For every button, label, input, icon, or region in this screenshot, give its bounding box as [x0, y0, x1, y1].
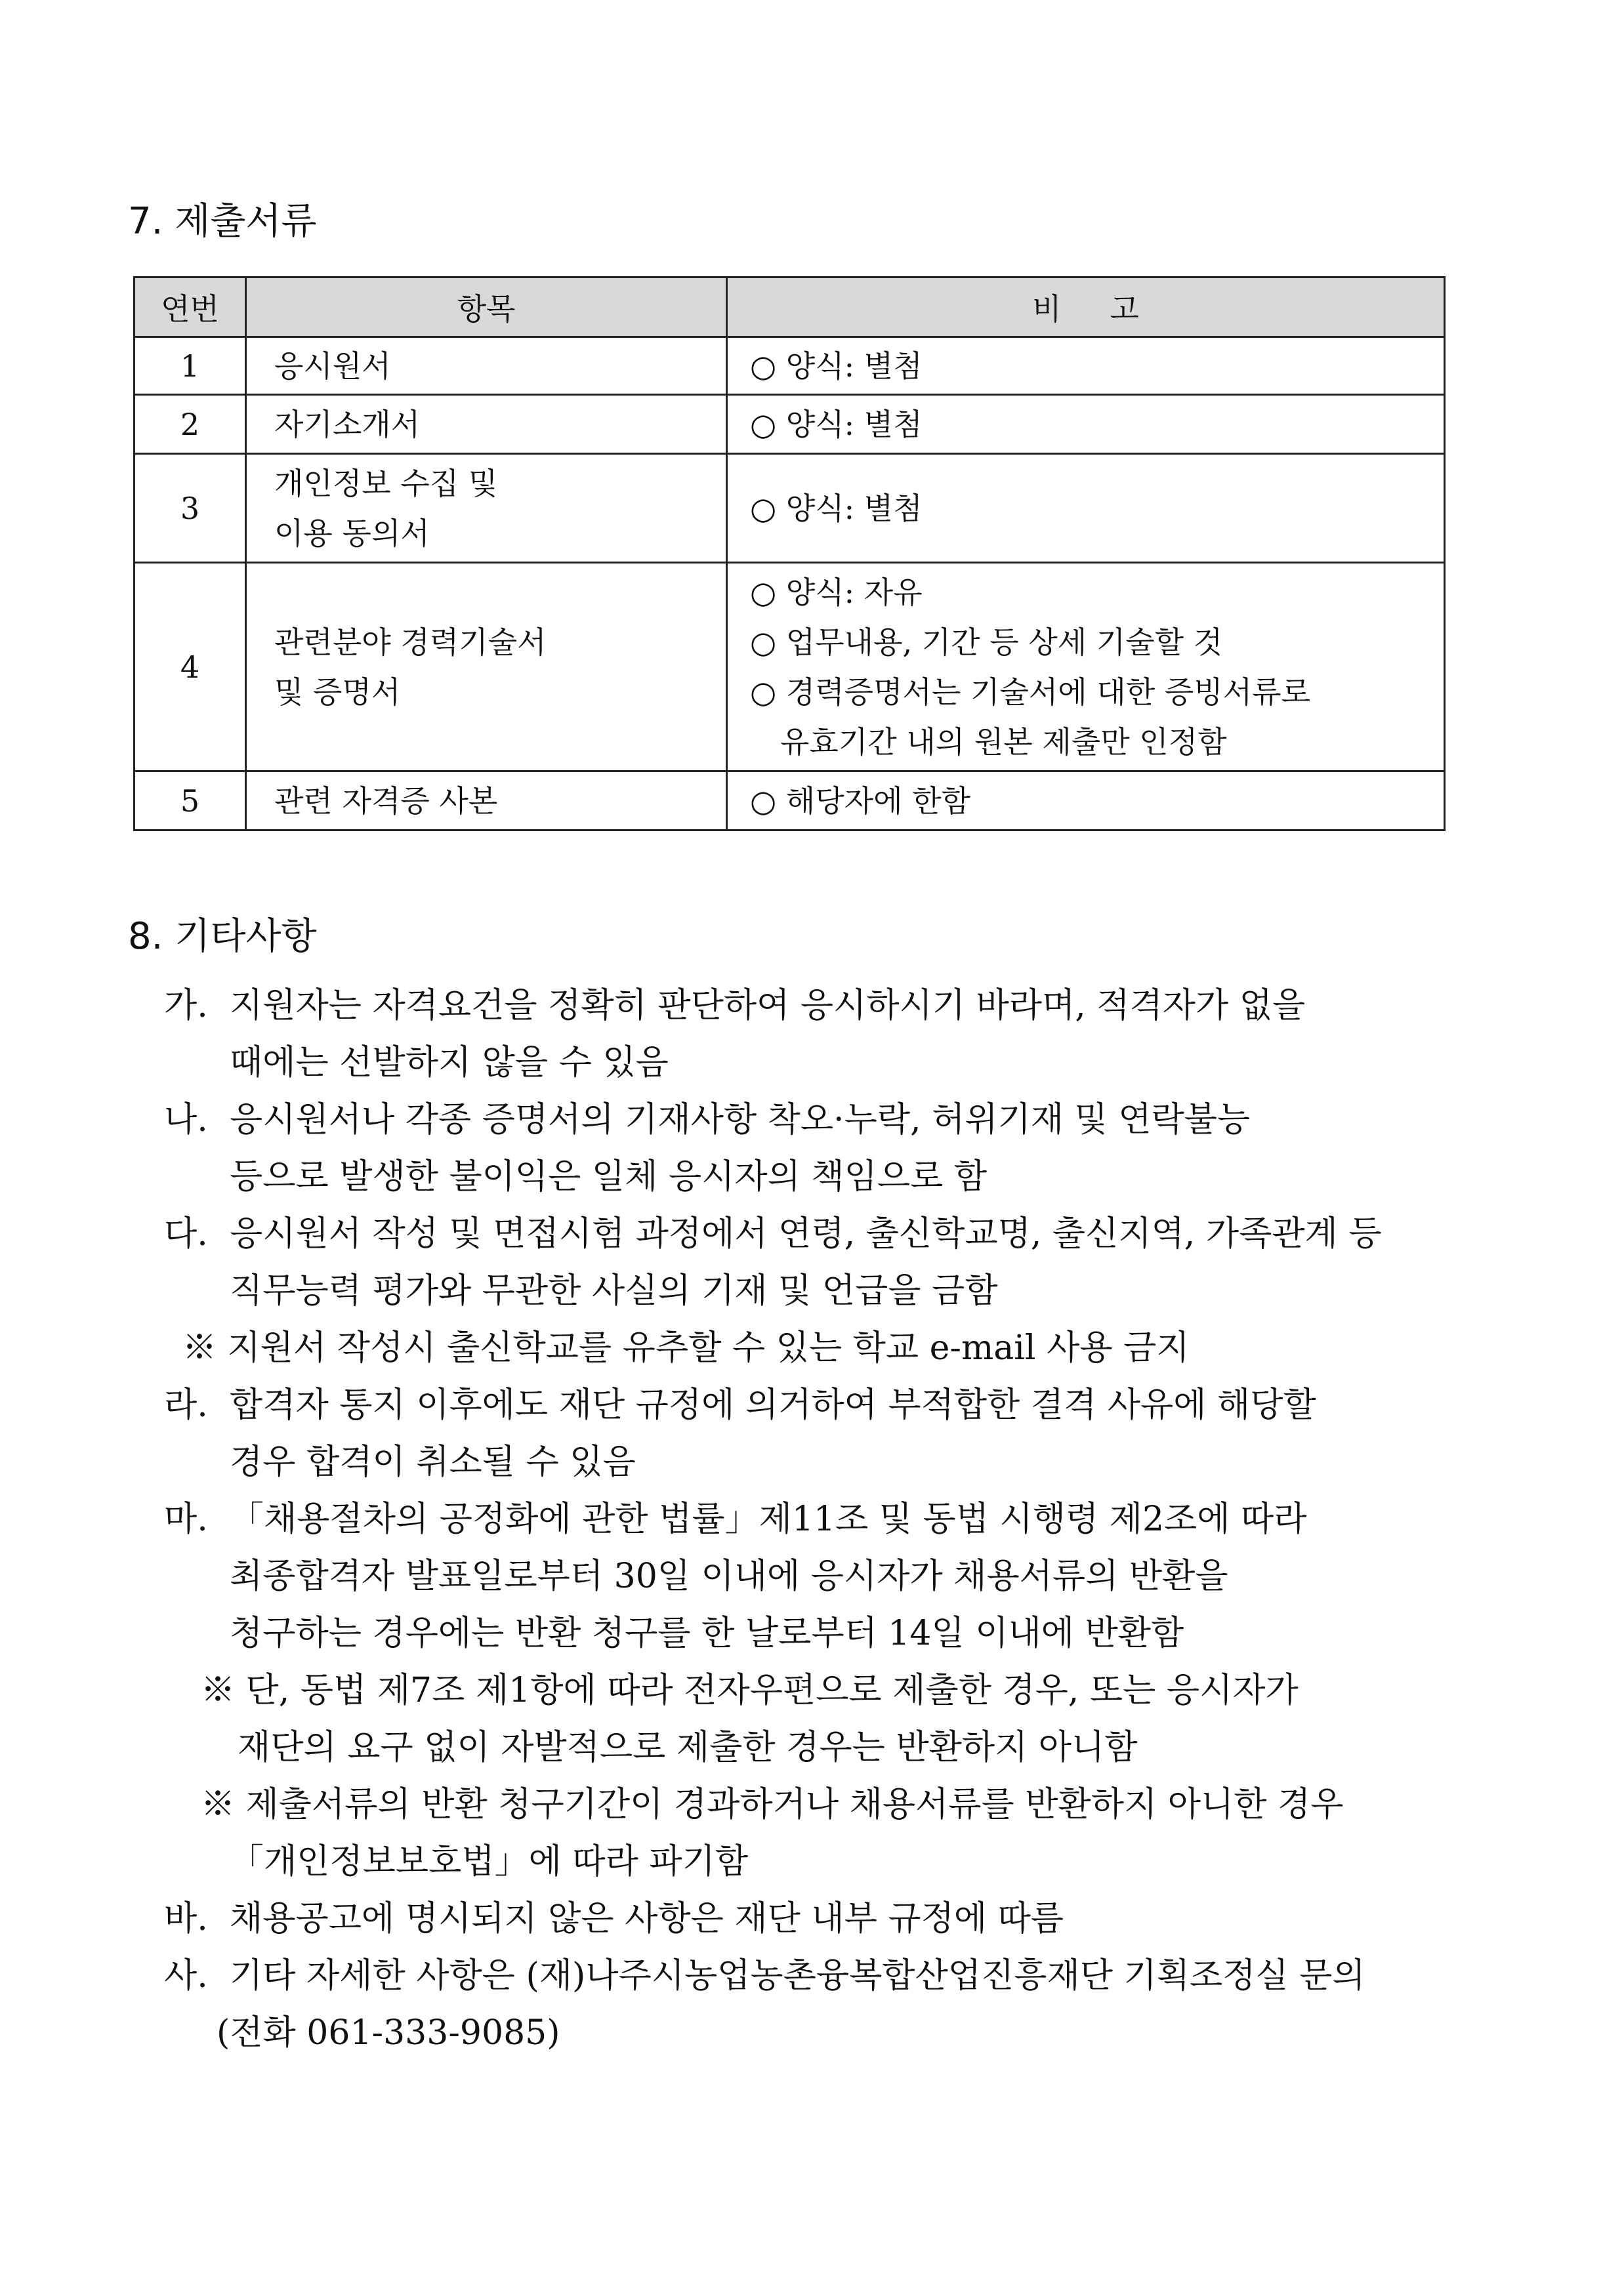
row-no: 4: [135, 563, 246, 771]
list-item-text: 응시원서 작성 및 면접시험 과정에서 연령, 출신학교명, 출신지역, 가족관계 등: [230, 1214, 1382, 1254]
list-item-continuation: 때에는 선발하지 않을 수 있음: [230, 1043, 669, 1082]
list-item-continuation: 등으로 발생한 불이익은 일체 응시자의 책임으로 함: [230, 1157, 988, 1197]
list-item: [164, 1948, 1457, 2005]
list-item-label: 다.: [164, 1214, 208, 1254]
header-note: [727, 277, 1445, 337]
list-note: ※ 지원서 작성시 출신학교를 유추할 수 있는 학교 e-mail 사용 금지: [182, 1328, 1190, 1368]
row-item-line: 관련 자격증 사본: [274, 783, 498, 819]
row-note-line: ○ 양식: 자유: [750, 574, 923, 610]
list-item-text: 채용공고에 명시되지 않은 사항은 재단 내부 규정에 따름: [230, 1899, 1064, 1938]
list-item: [164, 1891, 1457, 1948]
section-7-title: 7. 제출서류: [128, 200, 317, 243]
list-item-label: 라.: [164, 1385, 208, 1425]
table-row: [135, 771, 1445, 830]
list-item-continuation: 청구하는 경우에는 반환 청구를 한 날로부터 14일 이내에 반환함: [230, 1614, 1184, 1653]
list-note: ※ 제출서류의 반환 청구기간이 경과하거나 채용서류를 반환하지 아니한 경우: [201, 1785, 1344, 1824]
other-notes-list: [164, 977, 1457, 2062]
list-item: [164, 1491, 1457, 1548]
table-row: [135, 563, 1445, 771]
row-no: 5: [135, 771, 246, 830]
list-item: [164, 977, 1457, 1035]
list-item-label: 가.: [164, 986, 208, 1025]
row-item-line: 응시원서: [274, 348, 391, 384]
row-note-line: 유효기간 내의 원본 제출만 인정함: [780, 724, 1227, 760]
header-item: 항목: [246, 277, 727, 337]
row-no: 3: [135, 454, 246, 563]
list-item-text: 기타 자세한 사항은 (재)나주시농업농촌융복합산업진흥재단 기획조정실 문의: [230, 1956, 1365, 1996]
row-note: [727, 395, 1445, 454]
list-item-text: 합격자 통지 이후에도 재단 규정에 의거하여 부적합한 결격 사유에 해당할: [230, 1385, 1316, 1425]
list-item-label: 바.: [164, 1899, 208, 1938]
row-note-line: ○ 업무내용, 기간 등 상세 기술할 것: [750, 624, 1223, 660]
table-row: [135, 337, 1445, 395]
list-note-continuation: 「개인정보보호법」에 따라 파기함: [230, 1842, 749, 1881]
row-item-line: 개인정보 수집 및: [274, 465, 498, 501]
list-item-text: 응시원서나 각종 증명서의 기재사항 착오·누락, 허위기재 및 연락불능: [230, 1100, 1251, 1139]
row-item: [246, 337, 727, 395]
row-note-line: ○ 양식: 별첨: [750, 348, 923, 384]
row-item-line: 및 증명서: [274, 674, 401, 710]
list-item: [164, 1092, 1457, 1149]
row-item: [246, 454, 727, 563]
table-row: [135, 395, 1445, 454]
row-note: [727, 337, 1445, 395]
list-item-continuation: 직무능력 평가와 무관한 사실의 기재 및 언급을 금함: [230, 1271, 998, 1311]
list-item-label: 마.: [164, 1500, 208, 1539]
table-header-row: [135, 277, 1445, 337]
row-item: [246, 771, 727, 830]
row-note: [727, 771, 1445, 830]
row-note-line: ○ 해당자에 한함: [750, 783, 970, 819]
list-item-label: 나.: [164, 1100, 208, 1139]
row-note-line: ○ 양식: 별첨: [750, 406, 923, 442]
header-no: 연번: [135, 277, 246, 337]
list-item-label: 사.: [164, 1956, 208, 1996]
section-8-title: 8. 기타사항: [128, 915, 317, 958]
list-item: [164, 1206, 1457, 1263]
row-no: 2: [135, 395, 246, 454]
list-item: [164, 1377, 1457, 1434]
row-item-line: 자기소개서: [274, 406, 421, 442]
list-note-continuation: 재단의 요구 없이 자발적으로 제출한 경우는 반환하지 아니함: [238, 1728, 1138, 1767]
submission-documents-table: [133, 276, 1446, 831]
list-item-continuation: 경우 합격이 취소될 수 있음: [230, 1443, 636, 1482]
list-note: ※ 단, 동법 제7조 제1항에 따라 전자우편으로 제출한 경우, 또는 응시자가: [201, 1671, 1299, 1710]
row-note: [727, 454, 1445, 563]
row-note-line: ○ 양식: 별첨: [750, 490, 923, 526]
contact-phone: (전화 061-333-9085): [217, 2013, 560, 2053]
row-no: 1: [135, 337, 246, 395]
row-item: [246, 395, 727, 454]
header-note-left: 비: [1032, 291, 1062, 327]
row-note-line: ○ 경력증명서는 기술서에 대한 증빙서류로: [750, 674, 1311, 710]
list-item-text: 지원자는 자격요건을 정확히 판단하여 응시하시기 바라며, 적격자가 없을: [230, 986, 1306, 1025]
row-item-line: 관련분야 경력기술서: [274, 624, 547, 660]
header-note-right: 고: [1110, 291, 1139, 327]
list-item-text: 「채용절차의 공정화에 관한 법률」제11조 및 동법 시행령 제2조에 따라: [230, 1500, 1307, 1539]
row-item-line: 이용 동의서: [274, 515, 430, 551]
table-row: [135, 454, 1445, 563]
row-item: [246, 563, 727, 771]
list-item-continuation: 최종합격자 발표일로부터 30일 이내에 응시자가 채용서류의 반환을: [230, 1557, 1228, 1596]
row-note: [727, 563, 1445, 771]
